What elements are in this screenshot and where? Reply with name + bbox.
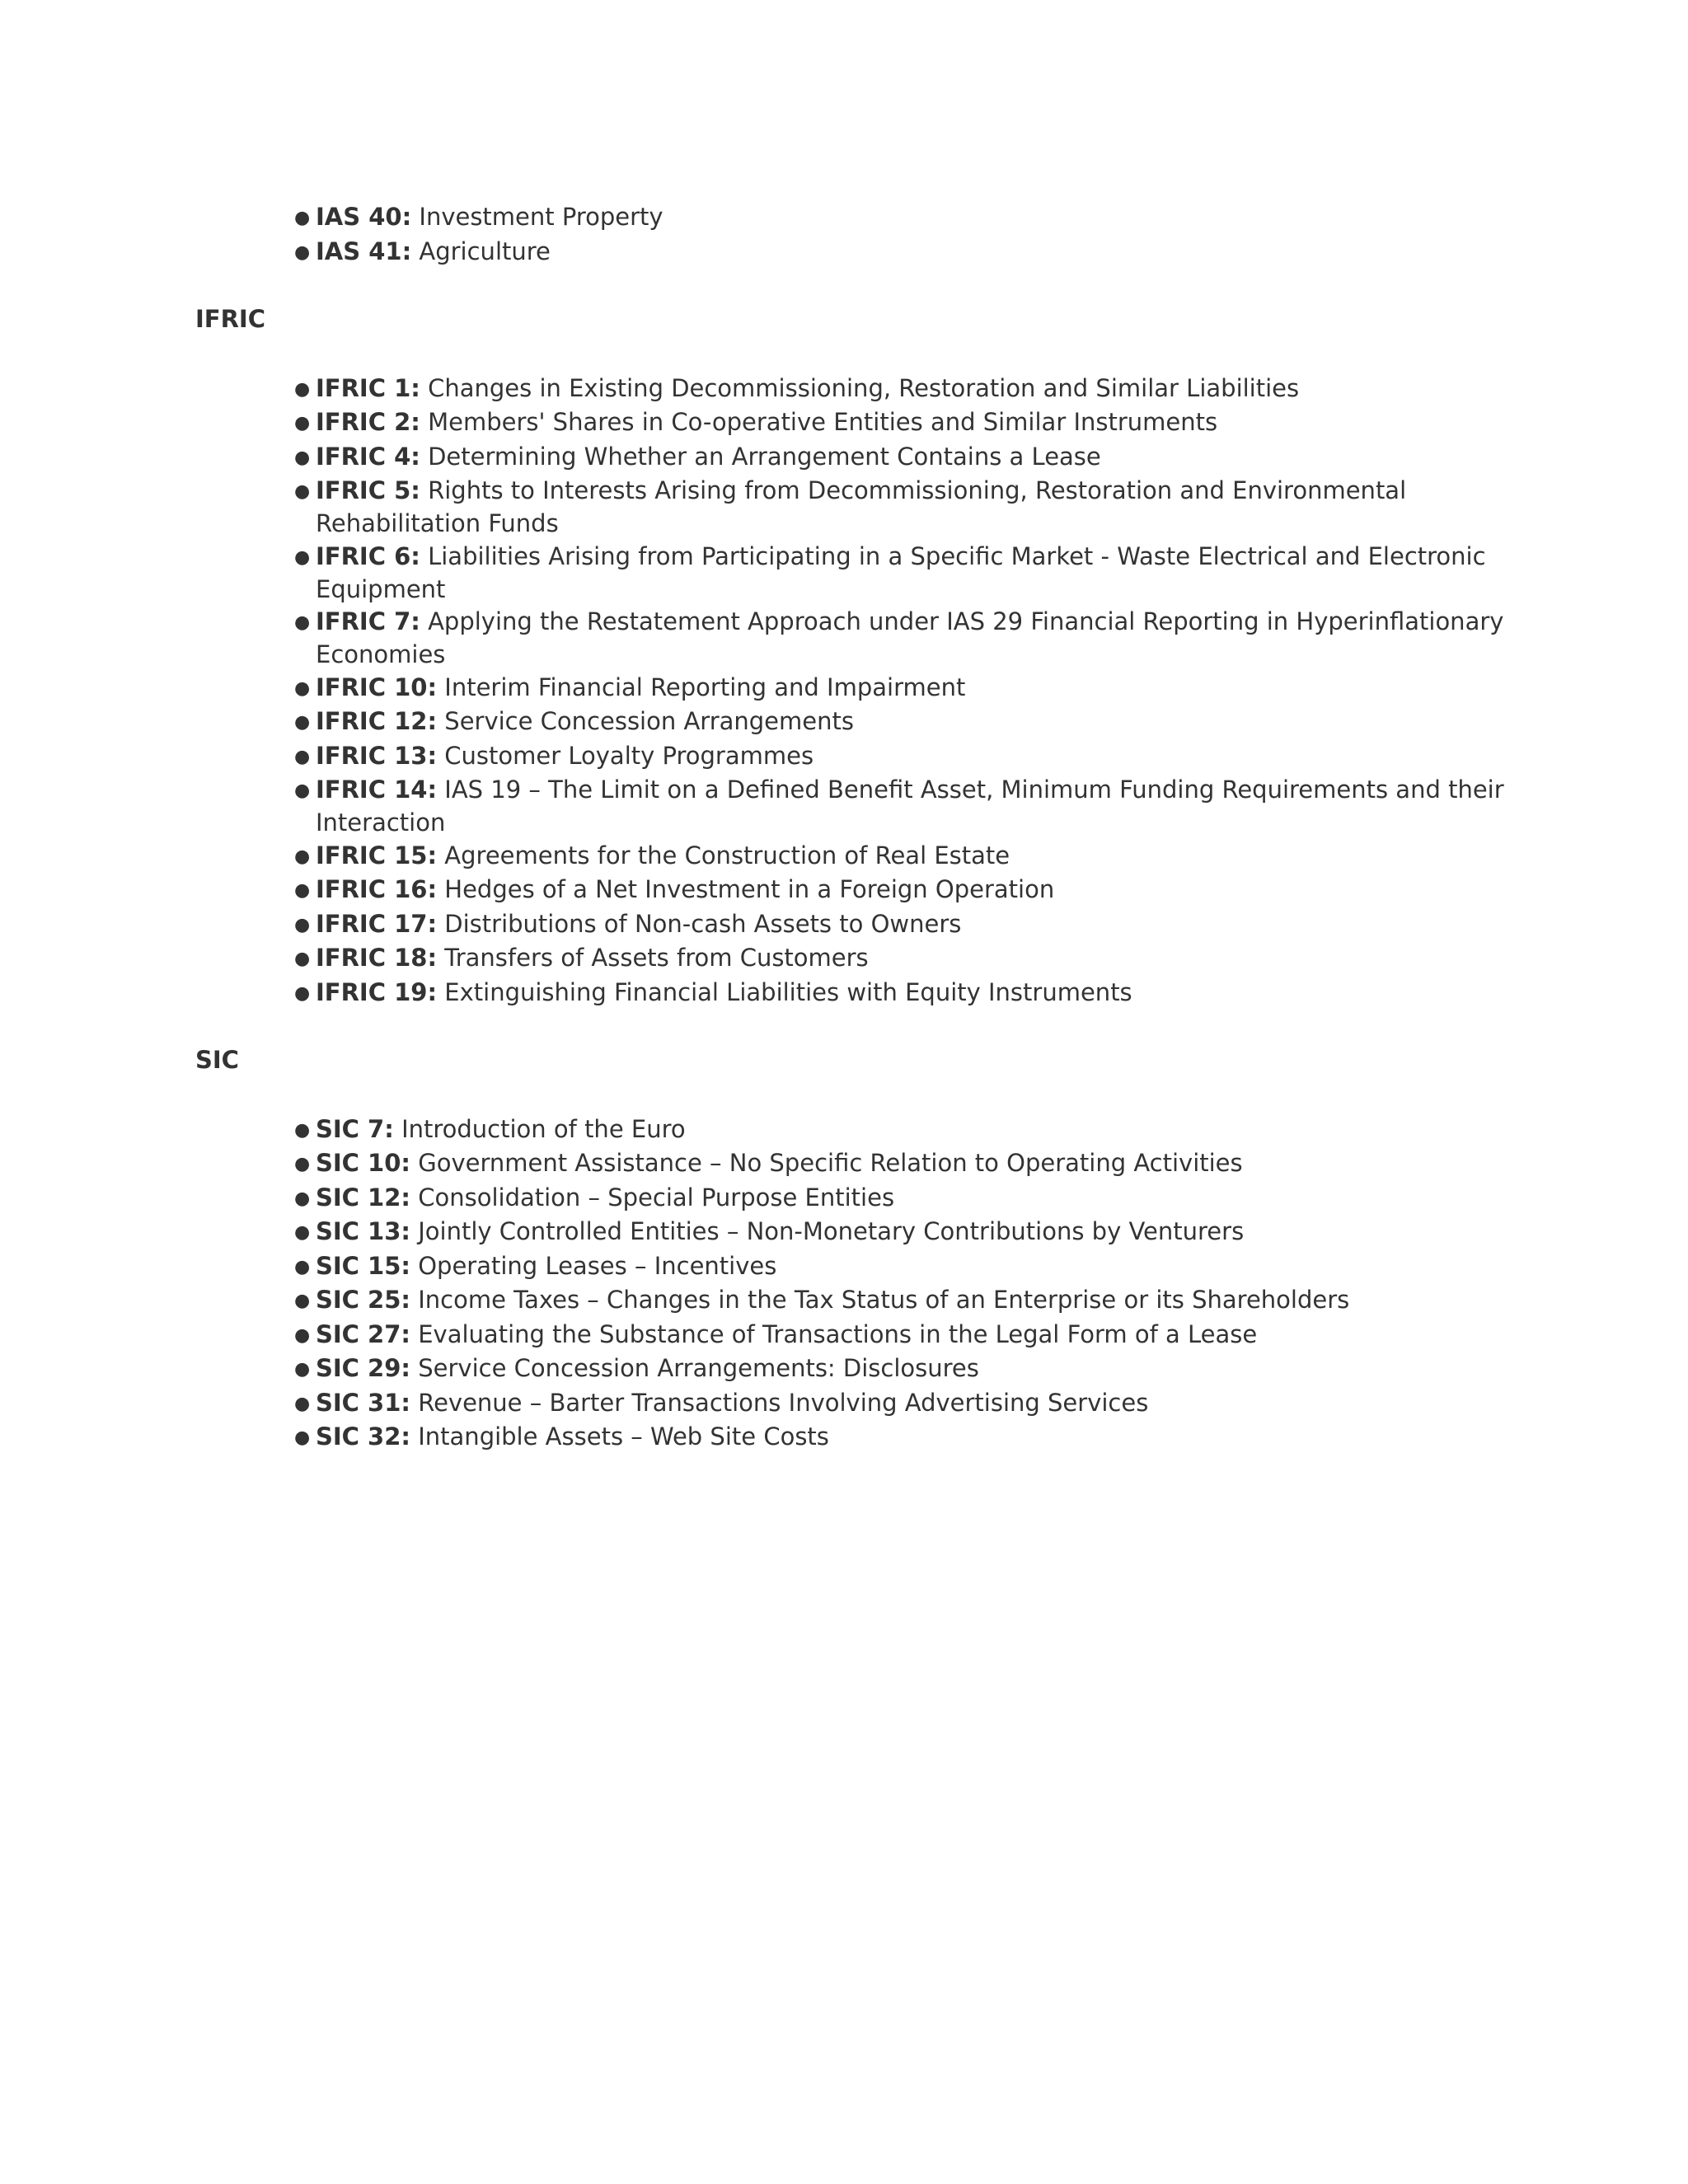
list-item: [294, 1147, 1514, 1180]
standard-code: IFRIC 7:: [316, 607, 420, 635]
standard-code: SIC 15:: [316, 1251, 411, 1280]
standard-code: SIC 7:: [316, 1114, 394, 1143]
list-item: [294, 672, 1514, 705]
standard-code: SIC 31:: [316, 1388, 411, 1417]
bullet-icon: ●: [294, 1256, 311, 1277]
standard-code: SIC 25:: [316, 1286, 411, 1314]
list-item: [294, 406, 1514, 439]
standard-code: IFRIC 12:: [316, 707, 438, 735]
bullet-icon: ●: [294, 1222, 311, 1243]
list-item: [294, 774, 1514, 838]
standard-title: Rights to Interests Arising from Decommissioning, Restoration and Environmental Rehabilitation Funds: [316, 476, 1407, 537]
standard-code: IFRIC 4:: [316, 442, 420, 471]
list-item: [294, 1284, 1514, 1317]
list-item: [294, 874, 1514, 907]
standard-title: Operating Leases – Incentives: [418, 1251, 777, 1280]
standard-code: SIC 29:: [316, 1354, 411, 1382]
bullet-icon: ●: [294, 1119, 311, 1141]
section-heading-ifric: IFRIC: [195, 304, 266, 333]
bullet-icon: ●: [294, 481, 311, 502]
bullet-icon: ●: [294, 1188, 311, 1209]
standard-title: Investment Property: [419, 203, 663, 231]
list-item: [294, 475, 1514, 539]
bullet-icon: ●: [294, 712, 311, 733]
standard-code: IFRIC 2:: [316, 408, 420, 436]
list-item: [294, 1319, 1514, 1352]
list-item: [294, 236, 1514, 269]
standard-code: IFRIC 5:: [316, 476, 420, 504]
standard-title: Revenue – Barter Transactions Involving Advertising Services: [418, 1388, 1149, 1417]
standard-title: Jointly Controlled Entities – Non-Monetary Contributions by Venturers: [418, 1217, 1245, 1245]
standard-code: IFRIC 17:: [316, 909, 438, 938]
standard-code: IFRIC 13:: [316, 741, 438, 770]
standard-title: Government Assistance – No Specific Relation to Operating Activities: [418, 1149, 1243, 1177]
standard-title: Changes in Existing Decommissioning, Restoration and Similar Liabilities: [428, 373, 1300, 402]
standard-title: Extinguishing Financial Liabilities with Equity Instruments: [444, 977, 1132, 1006]
list-item: [294, 1352, 1514, 1385]
list-item: [294, 373, 1514, 405]
bullet-icon: ●: [294, 1154, 311, 1174]
bullet-icon: ●: [294, 1291, 311, 1311]
standard-code: SIC 13:: [316, 1217, 411, 1245]
bullet-icon: ●: [294, 914, 311, 935]
list-item: [294, 1216, 1514, 1249]
list-item: [294, 201, 1514, 234]
list-item: [294, 942, 1514, 975]
standard-code: SIC 12:: [316, 1183, 411, 1212]
standard-title: Distributions of Non-cash Assets to Owners: [444, 909, 962, 938]
bullet-icon: ●: [294, 1427, 311, 1448]
ias-standards-list: [195, 201, 1514, 269]
standard-code: SIC 10:: [316, 1149, 411, 1177]
standard-title: Determining Whether an Arrangement Contains a Lease: [428, 442, 1101, 471]
bullet-icon: ●: [294, 949, 311, 969]
standard-title: Liabilities Arising from Participating in a Specific Market - Waste Electrical and Electronic Equipment: [316, 541, 1486, 603]
sic-standards-list: [195, 1113, 1514, 1455]
document-content: [195, 201, 1514, 1455]
list-item: [294, 441, 1514, 474]
standard-code: IFRIC 6:: [316, 541, 420, 570]
standard-title: Introduction of the Euro: [401, 1114, 686, 1143]
standard-title: Applying the Restatement Approach under IAS 29 Financial Reporting in Hyperinflationary Economies: [316, 607, 1504, 668]
ifric-standards-list: [195, 373, 1514, 1010]
bullet-icon: ●: [294, 1359, 311, 1380]
standard-title: Agreements for the Construction of Real Estate: [444, 841, 1010, 869]
list-item: [294, 740, 1514, 773]
bullet-icon: ●: [294, 780, 311, 801]
bullet-icon: ●: [294, 546, 311, 568]
bullet-icon: ●: [294, 241, 311, 263]
standard-title: Service Concession Arrangements: Disclosures: [418, 1354, 979, 1382]
list-item: [294, 1250, 1514, 1283]
standard-title: Interim Financial Reporting and Impairment: [444, 673, 966, 701]
standard-title: Evaluating the Substance of Transactions in the Legal Form of a Lease: [418, 1319, 1258, 1348]
standard-code: IFRIC 16:: [316, 875, 438, 903]
list-item: [294, 977, 1514, 1010]
bullet-icon: ●: [294, 1393, 311, 1414]
bullet-icon: ●: [294, 378, 311, 400]
standard-title: Intangible Assets – Web Site Costs: [418, 1422, 829, 1451]
standard-title: Agriculture: [419, 237, 551, 265]
list-item: [294, 1182, 1514, 1215]
bullet-icon: ●: [294, 880, 311, 901]
bullet-icon: ●: [294, 447, 311, 468]
bullet-icon: ●: [294, 413, 311, 434]
standard-code: IAS 40:: [316, 203, 412, 231]
standard-title: Customer Loyalty Programmes: [444, 741, 814, 770]
standard-code: IFRIC 10:: [316, 673, 438, 701]
standard-code: IFRIC 14:: [316, 776, 438, 804]
section-heading-sic: SIC: [195, 1045, 239, 1074]
list-item: [294, 606, 1514, 670]
list-item: [294, 840, 1514, 873]
standard-title: Consolidation – Special Purpose Entities: [418, 1183, 895, 1212]
standard-title: IAS 19 – The Limit on a Defined Benefit Asset, Minimum Funding Requirements and their Interaction: [316, 776, 1504, 837]
standard-code: IFRIC 1:: [316, 373, 420, 402]
list-item: [294, 541, 1514, 605]
standard-title: Income Taxes – Changes in the Tax Status of an Enterprise or its Shareholders: [418, 1286, 1350, 1314]
bullet-icon: ●: [294, 746, 311, 767]
standard-title: Transfers of Assets from Customers: [444, 944, 869, 972]
list-item: [294, 1421, 1514, 1454]
list-item: [294, 1113, 1514, 1146]
standard-code: IFRIC 18:: [316, 944, 438, 972]
list-item: [294, 1387, 1514, 1420]
bullet-icon: ●: [294, 612, 311, 633]
standard-title: Hedges of a Net Investment in a Foreign Operation: [444, 875, 1055, 903]
bullet-icon: ●: [294, 982, 311, 1004]
standard-code: SIC 27:: [316, 1319, 411, 1348]
bullet-icon: ●: [294, 1324, 311, 1346]
standard-code: SIC 32:: [316, 1422, 411, 1451]
standard-code: IFRIC 19:: [316, 977, 438, 1006]
standard-code: IFRIC 15:: [316, 841, 438, 869]
bullet-icon: ●: [294, 677, 311, 699]
standard-title: Members' Shares in Co-operative Entities and Similar Instruments: [428, 408, 1218, 436]
bullet-icon: ●: [294, 846, 311, 867]
list-item: [294, 705, 1514, 738]
standard-code: IAS 41:: [316, 237, 412, 265]
bullet-icon: ●: [294, 208, 311, 228]
list-item: [294, 908, 1514, 941]
standard-title: Service Concession Arrangements: [444, 707, 854, 735]
